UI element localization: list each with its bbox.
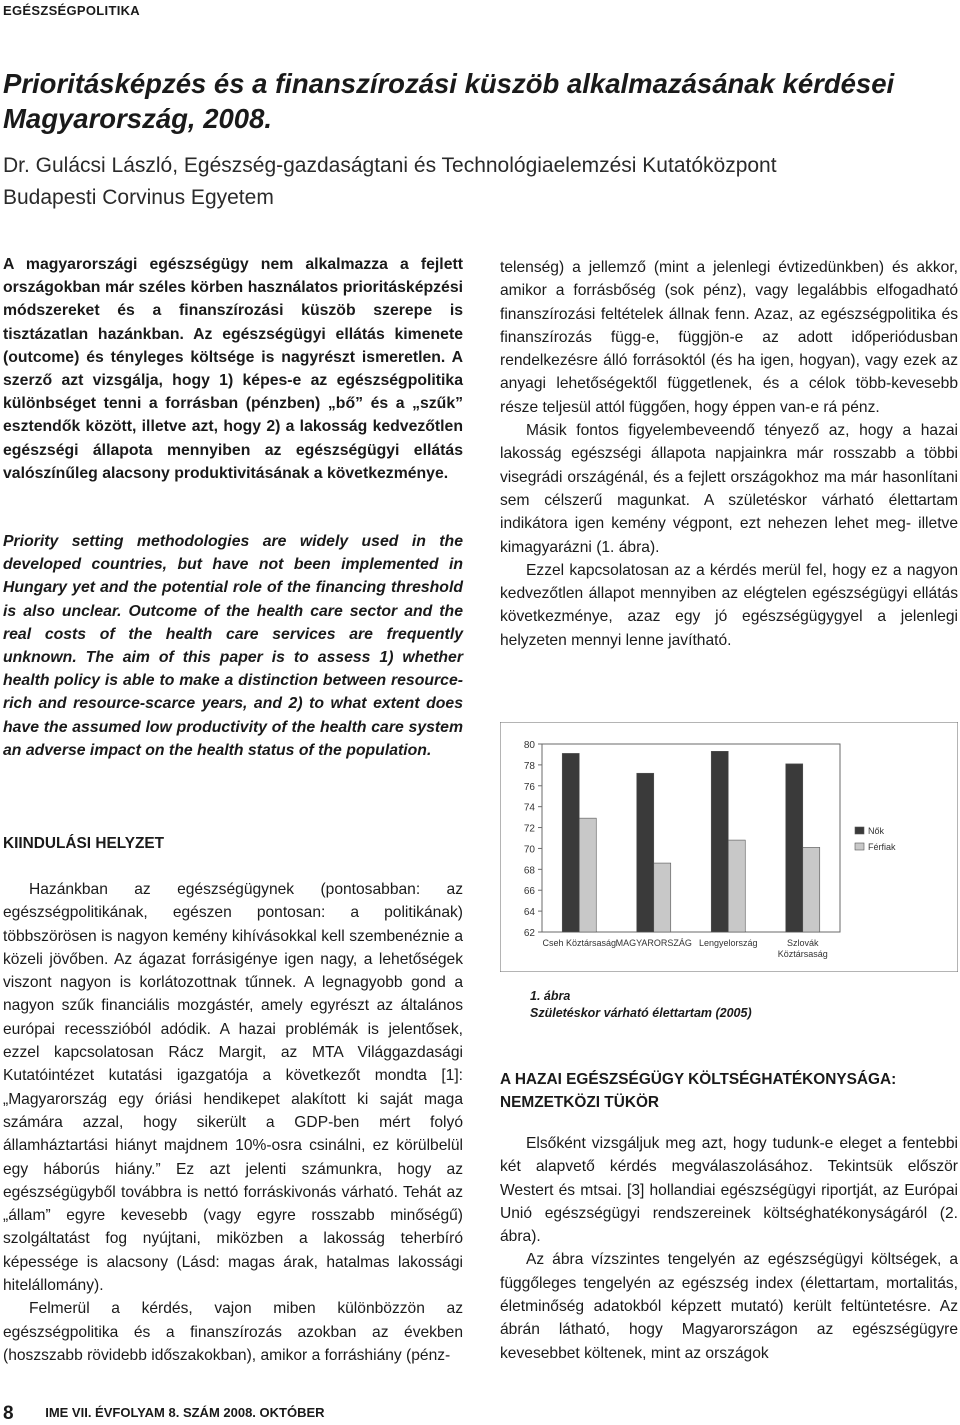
right-column-body <box>500 256 958 652</box>
y-tick-label: 68 <box>523 865 535 877</box>
x-tick-label: Szlovák <box>786 938 819 948</box>
figure-number: 1. ábra <box>530 989 571 1003</box>
bar-férfiak-1 <box>654 863 671 932</box>
y-tick-label: 64 <box>523 907 535 919</box>
x-tick-label: MAGYARORSZÁG <box>615 938 692 948</box>
y-tick-label: 62 <box>523 928 535 939</box>
heading-line: NEMZETKÖZI TÜKÖR <box>500 1094 660 1111</box>
heading-line: A HAZAI EGÉSZSÉGÜGY KÖLTSÉGHATÉKONYSÁGA: <box>500 1071 897 1088</box>
left-column-body <box>3 878 463 1367</box>
figure-caption <box>530 988 930 1022</box>
bar-férfiak-0 <box>579 818 596 932</box>
legend-swatch <box>855 827 864 834</box>
bar-nők-3 <box>786 764 803 932</box>
journal-info: IME VII. ÉVFOLYAM 8. SZÁM 2008. OKTÓBER <box>45 1405 325 1420</box>
y-tick-label: 80 <box>523 740 535 751</box>
x-tick-label: Lengyelország <box>698 938 758 948</box>
body-paragraph: Felmerül a kérdés, vajon miben különbözzön az egészségpolitika és a finanszírozás azokban az években (hoszszabb rövidebb időszakokban), amikor a forráshiány (pénz- <box>3 1300 463 1364</box>
life-expectancy-chart <box>500 722 958 972</box>
page-footer <box>3 1403 325 1425</box>
section-heading-kiindulasi: KIINDULÁSI HELYZET <box>3 835 165 852</box>
y-tick-label: 70 <box>523 844 535 856</box>
institution-line: Budapesti Corvinus Egyetem <box>3 186 274 209</box>
bar-nők-0 <box>562 753 579 932</box>
y-tick-label: 74 <box>523 802 535 814</box>
body-paragraph: Az ábra vízszintes tengelyén az egészségügyi költségek, a függőleges tengelyén az egészség index (élettartam, mortalitás, életminőség adatokból képzett mutató) került feltüntetésre. Az ábrán látható, hogy Magyarországon az egészségügyre kevesebbet költenek, mint az országok <box>500 1251 958 1362</box>
body-paragraph: Másik fontos figyelembeveendő tényező az, hogy a hazai lakosság egészségi állapota napjainkra már rosszabb a többi visegrádi országénál, és a fejlett országokhoz ma már hasonlítani sem célszerű magunkat. A születéskor várható élettartam indikátora igen kemény végpont, ezt nehezen lehet meg- illetve kimagyarázni (1. ábra). <box>500 422 958 556</box>
section-label: EGÉSZSÉGPOLITIKA <box>3 3 140 18</box>
bar-férfiak-3 <box>803 847 820 932</box>
abstract-hu-text: A magyarországi egészségügy nem alkalmazza a fejlett országokban már széles körben használatos prioritásképzési módszereket és a finanszírozási küszöb szerepe is tisztázatlan hazánkban. Az egészségügyi ellátás kimenete (outcome) és tényleges költsége is nagyrészt ismeretlen. A szerző azt vizsgálja, hogy 1) képes-e az egészségpolitika különbséget tenni a forrásban (pénzben) „bő” és a „szűk” esztendők között, illetve azt, hogy 2) a lakosság kedvezőtlen egészségi állapota mennyiben az egészségügyi ellátás valószínűleg alacsony produktivitásának a következménye. <box>3 256 463 482</box>
body-paragraph: telenség) a jellemző (mint a jelenlegi évtizedünkben) és akkor, amikor a forrásbőség (sok pénz), vagy legalábbis elfogadható finanszírozási feltételek állnak fenn. Azaz, az egészségpolitika és finanszírozás függ-e, függjön-e az adott időperiódusban rendelkezésre álló forrásoktól (és ha igen, hogyan), vagy ezek az anyagi lehetőségektől függetlenek, és a célok több-kevesebb része teljesül attól függően, hogy éppen van-e rá pénz. <box>500 259 958 416</box>
bar-nők-2 <box>711 751 728 932</box>
article-title: Prioritásképzés és a finanszírozási küszöb alkalmazásának kérdései Magyarország, 2008. <box>3 68 895 134</box>
figure-title: Születéskor várható élettartam (2005) <box>530 1006 752 1020</box>
abstract-hungarian <box>3 253 463 485</box>
x-tick-label: Köztársaság <box>777 949 828 959</box>
right-column-body-2 <box>500 1132 958 1365</box>
y-tick-label: 66 <box>523 886 535 898</box>
page-number: 8 <box>3 1403 14 1424</box>
author-affiliation <box>3 150 958 214</box>
abstract-english <box>3 530 463 762</box>
chart-svg <box>500 722 958 972</box>
bar-férfiak-2 <box>728 840 745 932</box>
bar-nők-1 <box>637 773 654 932</box>
x-tick-label: Cseh Köztársaság <box>542 938 617 948</box>
y-tick-label: 72 <box>523 823 535 835</box>
legend-swatch <box>855 843 864 850</box>
section-heading-koltseghatekonysag <box>500 1068 958 1114</box>
body-paragraph: Elsőként vizsgáljuk meg azt, hogy tudunk-e eleget a fentebbi két alapvető kérdés megválaszolásához. Tekintsük először Westert és mtsai. [3] hollandiai egészségügyi riportját, az Európai Unió egészségügyi rendszereinek költséghatékonyságáról (2. ábra). <box>500 1135 958 1246</box>
y-tick-label: 76 <box>523 781 535 793</box>
body-paragraph: Ezzel kapcsolatosan az a kérdés merül fel, hogy ez a nagyon kedvezőtlen állapot mennyiben az elégtelen egészségügyi ellátás következménye, azaz egy jó egészségügygyel a jelenlegi helyzeten mennyi lenne javítható. <box>500 561 958 649</box>
legend-label: Férfiak <box>868 842 896 852</box>
author-line: Dr. Gulácsi László, Egészség-gazdaságtani és Technológiaelemzési Kutatóközpont <box>3 154 777 177</box>
y-tick-label: 78 <box>523 760 535 772</box>
legend-label: Nők <box>868 826 885 836</box>
body-paragraph: Hazánkban az egészségügynek (pontosabban: az egészségpolitikának, egészen pontosan: a politikának) többszörösen is nagyon kemény kihívásokkal kell szembenéznie a közeli jövőben. Az ágazat forrásigénye igen nagy, a lehetőségek viszont nagyon is korlátozottnak tűnnek. A legnagyobb gond a nagyon szűk financiális mozgástér, amely egyrészt az általános európai recesszióból adódik. A hazai problémák is jelentősek, ezzel kapcsolatosan Rácz Margit, az MTA Világgazdasági Kutatóintézet kutatási igazgatója a következőt mondta [1]: „Magyarország egy óriási hendikepet alakított ki saját maga számára azzal, hogy sikerült a GDP-ben mért folyó államháztartási hiányt majdnem 10%-osra csinálni, ez körülbelül egy háborús hiány.” Ez azt jelenti számunkra, hogy az egészségügyből továbbra is nettó forráskivonás várható. Tehát az „állam” egyre kevesebb (vagy egyre rosszabb minőségű) szolgáltatást fog nyújtani, miközben a lakosság teherbíró képessége is alacsony (Lásd: magas árak, hatalmas lakossági hitelállomány). <box>3 881 463 1295</box>
abstract-en-text: Priority setting methodologies are widely used in the developed countries, but have not been implemented in Hungary yet and the potential role of the financing threshold is also unclear. Outcome of the health care sector and the real costs of the health care services are frequently unknown. The aim of this paper is to assess 1) whether health policy is able to make a distinction between resource-rich and resource-scarce years, and 2) to what extent does have the assumed low productivity of the health care system an adverse impact on the health status of the population. <box>3 533 463 759</box>
